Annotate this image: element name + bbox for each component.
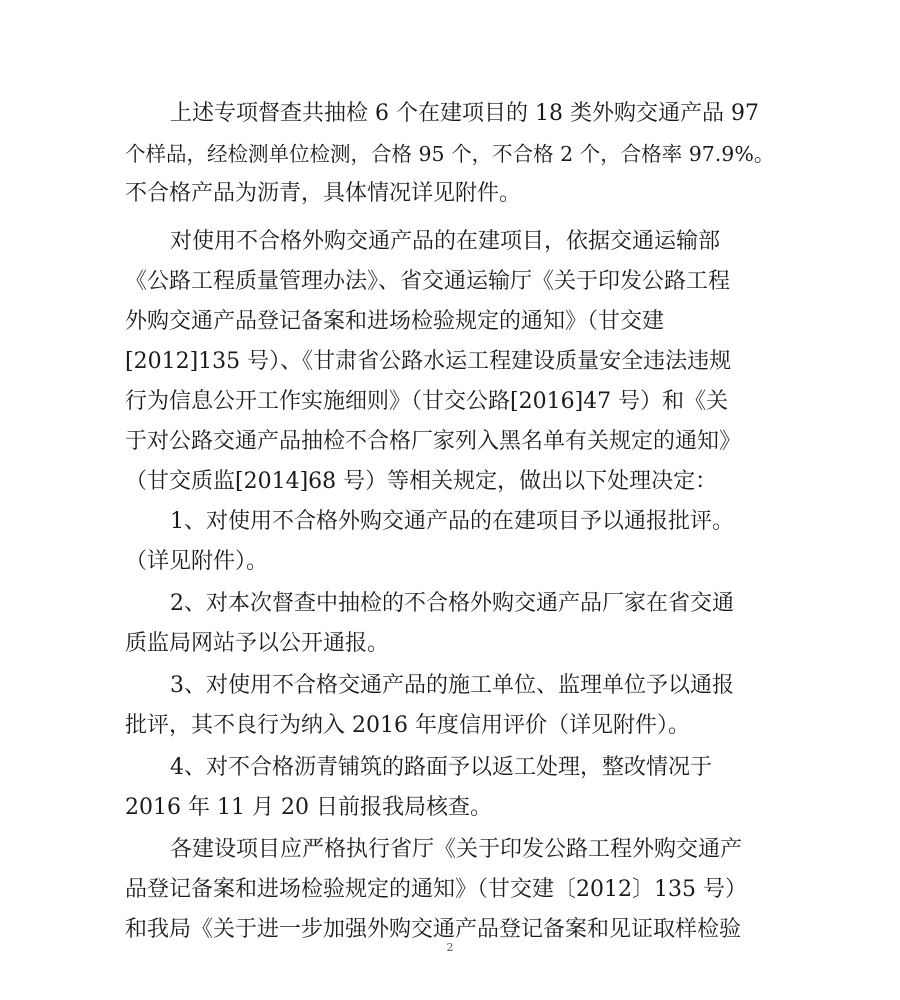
- text-line: [0, 748, 900, 788]
- text-line: [0, 262, 900, 302]
- line-text: 2、对本次督查中抽检的不合格外购交通产品厂家在省交通: [170, 591, 734, 616]
- line-text: （甘交质监[2014]68 号）等相关规定，做出以下处理决定：: [125, 469, 718, 494]
- line-text: 2016 年 11 月 20 日前报我局核查。: [125, 795, 492, 820]
- text-line: [0, 462, 900, 502]
- line-text: 1、对使用不合格外购交通产品的在建项目予以通报批评。: [170, 509, 734, 534]
- text-line: [0, 174, 900, 214]
- text-line: [0, 342, 900, 382]
- text-line: [0, 584, 900, 624]
- line-text: 《公路工程质量管理办法》、省交通运输厅《关于印发公路工程: [125, 269, 731, 294]
- line-text: [2012]135 号）、《甘肃省公路水运工程建设质量安全违法违规: [125, 349, 732, 374]
- text-line: [0, 830, 900, 870]
- line-text: （详见附件）。: [125, 549, 269, 574]
- line-text: 个样品，经检测单位检测，合格 95 个，不合格 2 个，合格率 97.9%。: [125, 142, 775, 166]
- text-line: [0, 302, 900, 342]
- line-text: 和我局《关于进一步加强外购交通产品登记备案和见证取样检验: [125, 917, 742, 942]
- text-line: [0, 382, 900, 422]
- line-text: 于对公路交通产品抽检不合格厂家列入黑名单有关规定的通知》: [125, 429, 742, 454]
- text-line: [0, 788, 900, 828]
- text-line: [0, 134, 900, 174]
- line-text: 品登记备案和进场检验规定的通知》（甘交建〔2012〕135 号）: [125, 877, 747, 902]
- text-line: [0, 624, 900, 664]
- page-number: 2: [446, 941, 454, 954]
- line-text: 外购交通产品登记备案和进场检验规定的通知》（甘交建: [125, 309, 665, 334]
- text-line: [0, 422, 900, 462]
- text-line: [0, 542, 900, 582]
- line-text: 批评，其不良行为纳入 2016 年度信用评价（详见附件）。: [125, 713, 690, 738]
- text-line: [0, 502, 900, 542]
- text-line: [0, 706, 900, 746]
- line-text: 上述专项督查共抽检 6 个在建项目的 18 类外购交通产品 97: [170, 101, 759, 126]
- text-line: [0, 222, 900, 262]
- text-line: [0, 94, 900, 134]
- line-text: 3、对使用不合格交通产品的施工单位、监理单位予以通报: [170, 673, 734, 698]
- line-text: 行为信息公开工作实施细则》（甘交公路[2016]47 号）和《关: [125, 389, 729, 414]
- line-text: 4、对不合格沥青铺筑的路面予以返工处理，整改情况于: [170, 755, 712, 780]
- line-text: 各建设项目应严格执行省厅《关于印发公路工程外购交通产: [170, 837, 743, 862]
- text-line: [0, 870, 900, 910]
- line-text: 不合格产品为沥青，具体情况详见附件。: [125, 181, 522, 206]
- line-text: 质监局网站予以公开通报。: [125, 631, 390, 656]
- line-text: 对使用不合格外购交通产品的在建项目，依据交通运输部: [170, 229, 721, 254]
- text-line: [0, 666, 900, 706]
